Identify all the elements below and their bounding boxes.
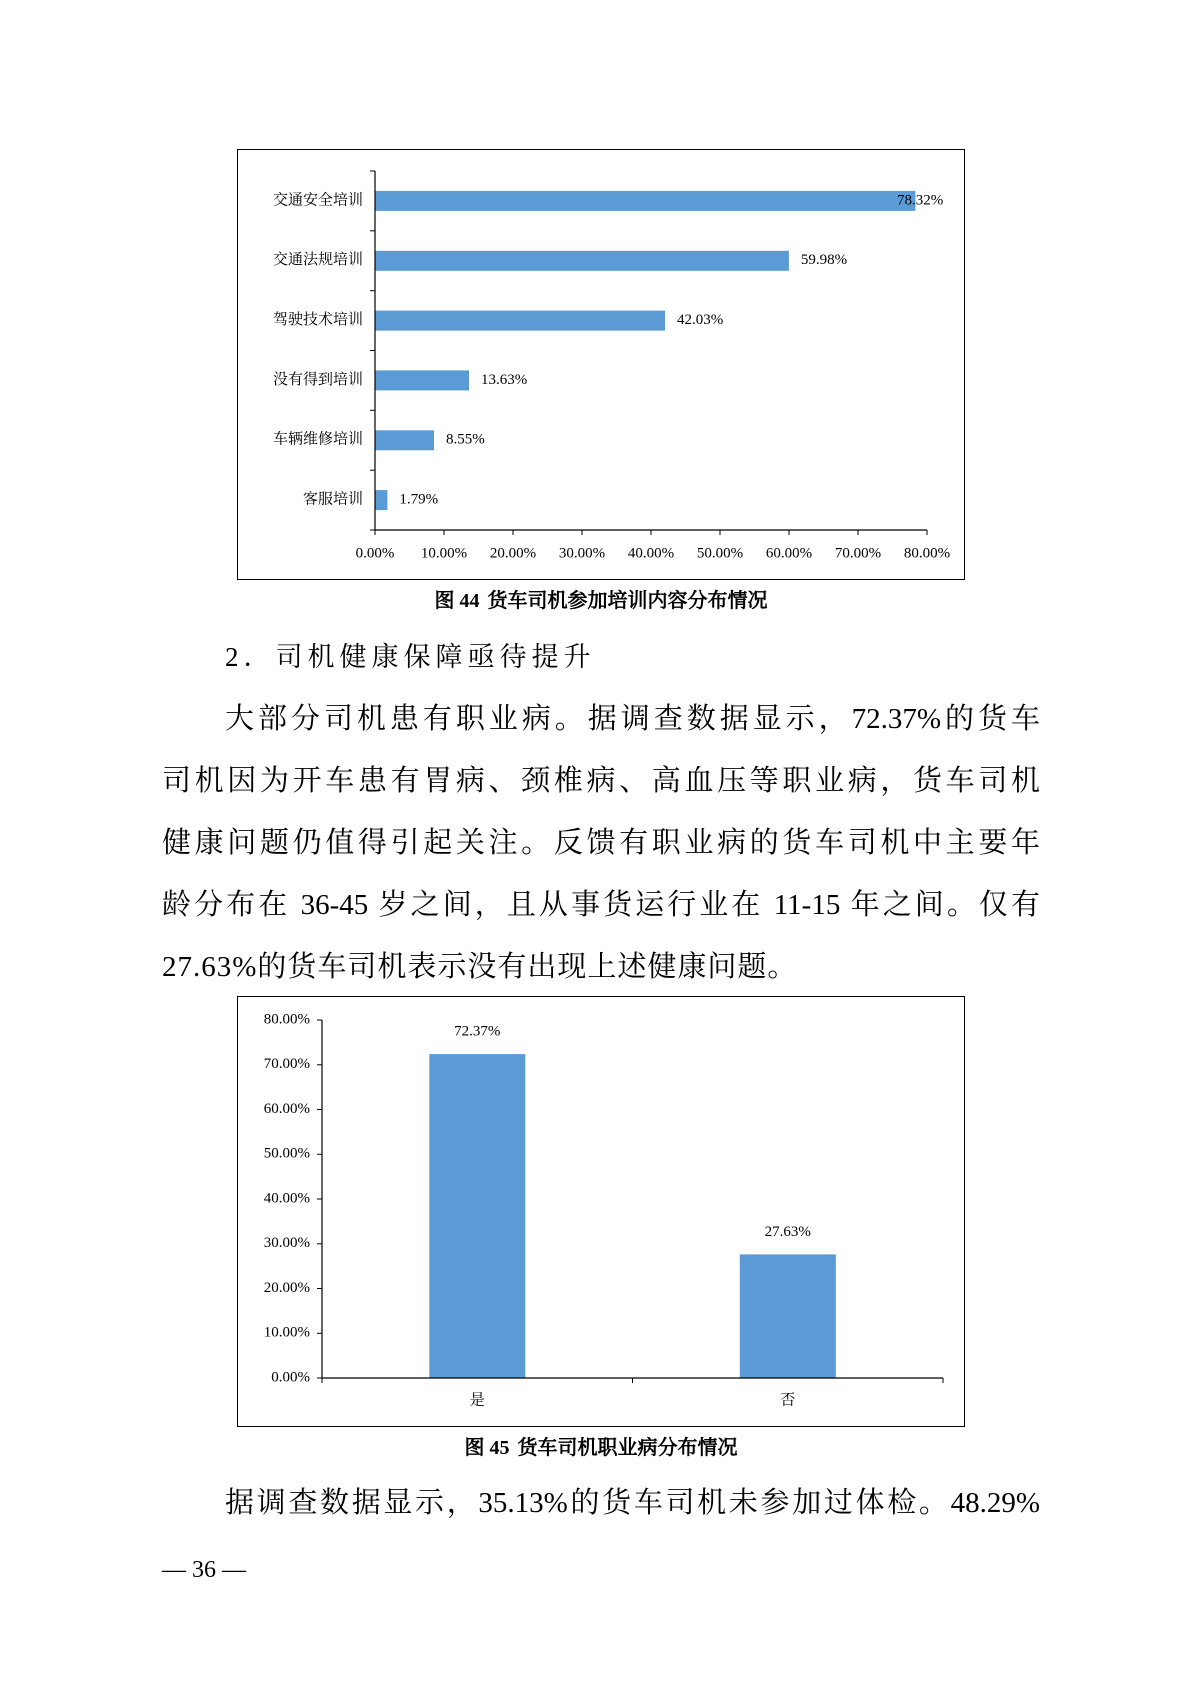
paragraph-line: 司机因为开车患有胃病、颈椎病、高血压等职业病，货车司机 — [162, 765, 1040, 797]
paragraph-line: 健康问题仍值得引起关注。反馈有职业病的货车司机中主要年 — [162, 827, 1040, 859]
x-tick-label: 40.00% — [627, 545, 675, 562]
category-label: 交通法规培训 — [272, 252, 363, 269]
x-tick-label: 50.00% — [696, 545, 744, 562]
data-label: 78.32% — [897, 192, 944, 209]
x-tick-label: 80.00% — [903, 545, 951, 562]
figure-45-chart — [237, 996, 965, 1427]
data-label: 59.98% — [800, 252, 848, 269]
y-tick-label: 50.00% — [263, 1145, 310, 1162]
data-label: 1.79% — [399, 491, 439, 508]
category-label: 交通安全培训 — [272, 192, 363, 209]
y-tick-label: 30.00% — [263, 1235, 310, 1252]
figure-44-caption — [237, 586, 965, 616]
category-label: 是 — [469, 1392, 485, 1409]
figure-45-label: 图 45 — [464, 1437, 510, 1459]
category-label: 驾驶技术培训 — [272, 312, 363, 329]
y-tick-label: 0.00% — [271, 1369, 310, 1386]
paragraph-line: 龄分布在 36-45 岁之间，且从事货运行业在 11-15 年之间。仅有 — [162, 889, 1040, 921]
paragraph-line: 27.63%的货车司机表示没有出现上述健康问题。 — [162, 951, 798, 983]
training-content-bar-chart — [238, 150, 963, 578]
x-tick-label: 60.00% — [765, 545, 813, 562]
x-tick-label: 0.00% — [355, 545, 395, 562]
bar — [375, 191, 915, 211]
paragraph-line: 大部分司机患有职业病。据调查数据显示，72.37%的货车 — [225, 703, 1040, 735]
bar — [375, 430, 434, 450]
bar — [375, 311, 665, 331]
data-label: 27.63% — [764, 1223, 811, 1240]
figure-45-caption-text: 货车司机职业病分布情况 — [517, 1437, 738, 1459]
bar — [375, 490, 387, 510]
category-label: 客服培训 — [302, 491, 363, 508]
bar — [375, 370, 469, 390]
y-tick-label: 40.00% — [263, 1190, 310, 1207]
bar — [375, 251, 789, 271]
x-tick-label: 30.00% — [558, 545, 606, 562]
y-tick-label: 10.00% — [263, 1324, 310, 1341]
x-tick-label: 70.00% — [834, 545, 882, 562]
page-number: — 36 — — [162, 1557, 246, 1583]
y-tick-label: 80.00% — [263, 1011, 310, 1028]
figure-44-chart — [237, 149, 965, 580]
x-tick-label: 10.00% — [420, 545, 468, 562]
x-tick-label: 20.00% — [489, 545, 537, 562]
data-label: 8.55% — [446, 431, 485, 448]
category-label: 否 — [780, 1392, 796, 1409]
y-tick-label: 20.00% — [263, 1279, 310, 1296]
y-tick-label: 70.00% — [263, 1056, 310, 1073]
data-label: 72.37% — [454, 1023, 501, 1040]
section-heading: 2．司机健康保障亟待提升 — [225, 642, 596, 672]
figure-44-caption-text: 货车司机参加培训内容分布情况 — [487, 590, 768, 612]
bar — [429, 1054, 525, 1378]
occupational-disease-bar-chart — [238, 997, 963, 1425]
data-label: 42.03% — [677, 312, 724, 329]
category-label: 车辆维修培训 — [272, 431, 363, 448]
data-label: 13.63% — [481, 371, 528, 388]
figure-45-caption — [237, 1433, 965, 1463]
bar — [740, 1254, 836, 1378]
paragraph-line: 据调查数据显示，35.13%的货车司机未参加过体检。48.29% — [225, 1487, 1040, 1519]
figure-44-label: 图 44 — [434, 590, 480, 612]
y-tick-label: 60.00% — [263, 1100, 310, 1117]
category-label: 没有得到培训 — [272, 371, 363, 388]
